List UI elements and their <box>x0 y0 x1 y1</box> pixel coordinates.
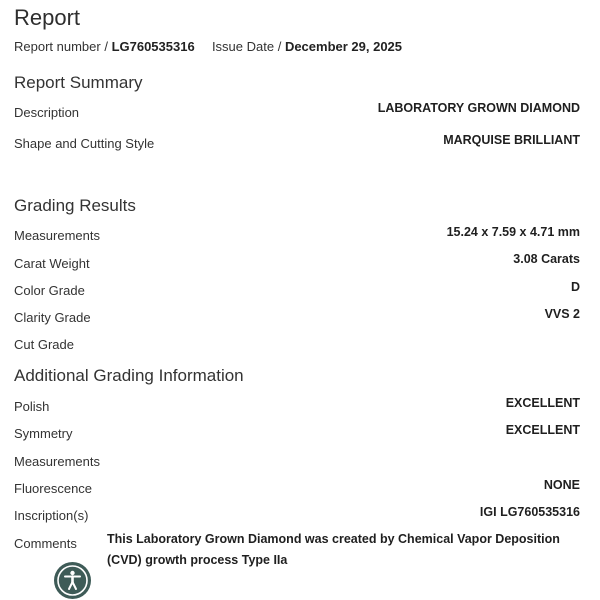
report-summary-heading: Report Summary <box>14 73 143 92</box>
report-number: LG760535316 <box>111 39 195 54</box>
additional-value-fluorescence: NONE <box>543 478 580 492</box>
grading-value-clarity: VVS 2 <box>544 307 580 321</box>
comments-label: Comments <box>14 536 77 551</box>
additional-label-inscription: Inscription(s) <box>14 508 89 523</box>
grading-label-cut: Cut Grade <box>14 337 74 352</box>
additional-grading-heading: Additional Grading Information <box>14 366 244 385</box>
summary-value-shape: MARQUISE BRILLIANT <box>443 133 580 147</box>
accessibility-icon <box>54 562 91 599</box>
additional-label-measurements: Measurements <box>14 454 100 469</box>
additional-value-symmetry: EXCELLENT <box>505 423 580 437</box>
report-title: Report <box>14 5 81 30</box>
issue-date-label: Issue Date / <box>211 39 282 54</box>
additional-label-fluorescence: Fluorescence <box>14 481 93 496</box>
grading-label-clarity: Clarity Grade <box>14 310 91 325</box>
additional-value-polish: EXCELLENT <box>505 396 580 410</box>
grading-value-measurements: 15.24 x 7.59 x 4.71 mm <box>446 225 580 239</box>
summary-label-description: Description <box>14 105 80 120</box>
grading-label-color: Color Grade <box>14 283 85 298</box>
additional-label-polish: Polish <box>14 399 50 414</box>
grading-value-color: D <box>570 280 580 294</box>
additional-label-symmetry: Symmetry <box>14 426 73 441</box>
summary-value-description: LABORATORY GROWN DIAMOND <box>377 101 580 115</box>
grading-label-carat: Carat Weight <box>14 256 90 271</box>
report-number-label: Report number / <box>14 39 108 54</box>
accessibility-button[interactable] <box>54 562 91 599</box>
issue-date: December 29, 2025 <box>284 39 403 54</box>
grading-value-carat: 3.08 Carats <box>513 252 580 266</box>
report-meta <box>14 39 402 54</box>
summary-label-shape: Shape and Cutting Style <box>14 136 155 151</box>
grading-label-measurements: Measurements <box>14 228 100 243</box>
additional-value-inscription: IGI LG760535316 <box>479 505 580 519</box>
comments-text: This Laboratory Grown Diamond was created by Chemical Vapor Deposition (CVD) growth process Type IIa <box>107 532 560 567</box>
grading-results-heading: Grading Results <box>14 196 136 215</box>
